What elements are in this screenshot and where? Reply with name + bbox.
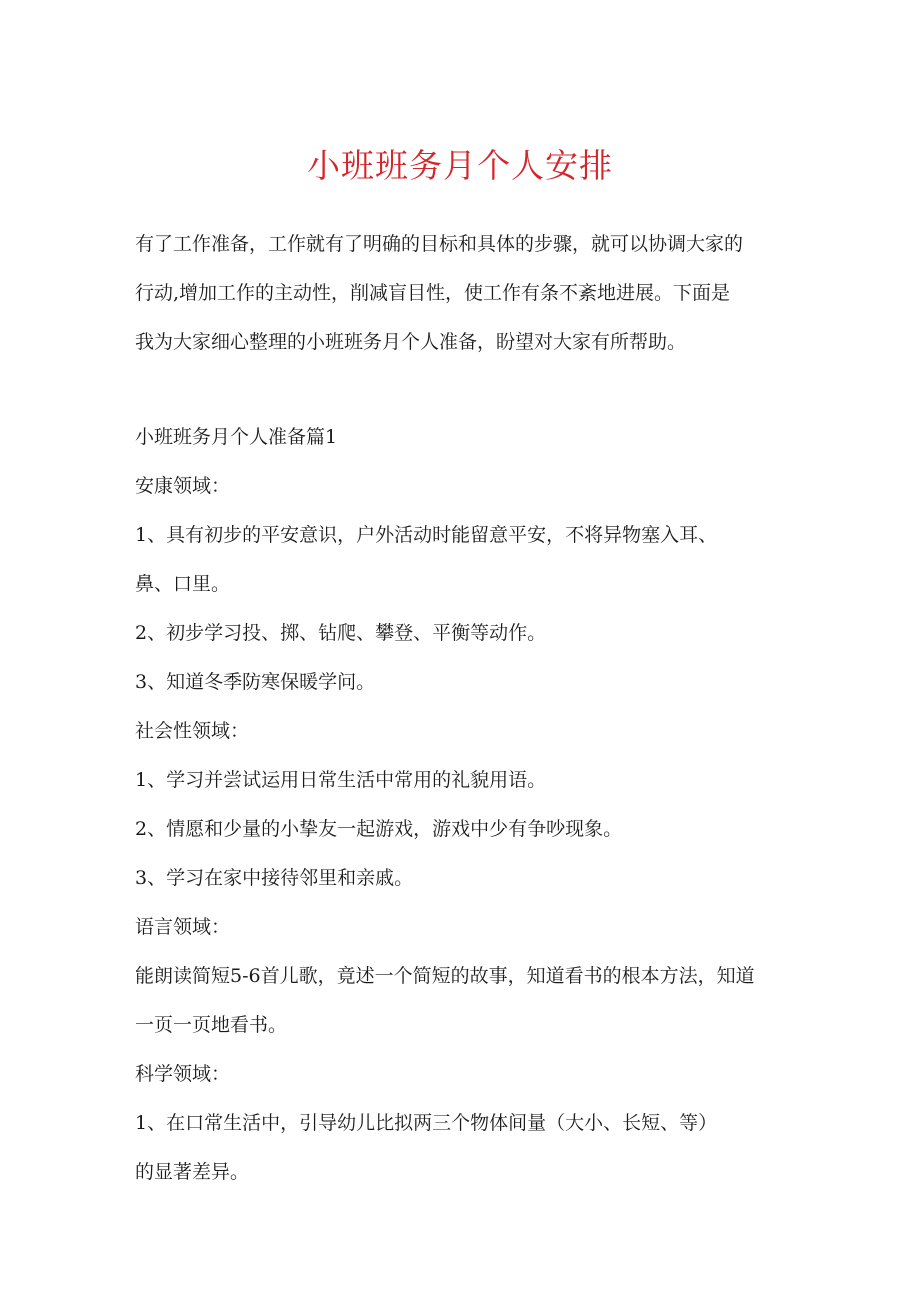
health-item-1-line-1: 1、具有初步的平安意识，户外活动时能留意平安，不将异物塞入耳、 — [135, 524, 718, 546]
intro-line: 我为大家细心整理的小班班务月个人准备，盼望对大家有所帮助。 — [135, 331, 687, 353]
health-item-2: 2、初步学习投、掷、钻爬、攀登、平衡等动作。 — [135, 622, 547, 644]
language-heading: 语言领域： — [135, 916, 231, 938]
language-line-2: 一页一页地看书。 — [135, 1014, 288, 1036]
health-item-1-line-2: 鼻、口里。 — [135, 573, 231, 595]
intro-line: 有了工作准备，工作就有了明确的目标和具体的步骤，就可以协调大家的 — [135, 233, 744, 255]
plan-body — [135, 413, 795, 1197]
intro-paragraph — [135, 220, 795, 367]
science-item-1-line-2: 的显著差异。 — [135, 1161, 250, 1183]
health-item-3: 3、知道冬季防寒保暖学问。 — [135, 671, 376, 693]
health-heading: 安康领域： — [135, 475, 231, 497]
language-line-1: 能朗读简短5-6首儿歌，竟述一个简短的故事，知道看书的根本方法，知道 — [135, 965, 755, 987]
document-title: 小班班务月个人安排 — [307, 146, 613, 185]
social-item-1: 1、学习并尝试运用日常生活中常用的礼貌用语。 — [135, 769, 547, 791]
social-item-3: 3、学习在家中接待邻里和亲戚。 — [135, 867, 414, 889]
social-heading: 社会性领域： — [135, 720, 250, 742]
intro-line: 行动,增加工作的主动性，削减盲目性，使工作有条不紊地进展。下面是 — [135, 282, 731, 304]
science-item-1-line-1: 1、在口常生活中，引导幼儿比拟两三个物体间量（大小、长短、等） — [135, 1112, 718, 1134]
science-heading: 科学领域： — [135, 1063, 231, 1085]
social-item-2: 2、情愿和少量的小挚友一起游戏，游戏中少有争吵现象。 — [135, 818, 623, 840]
section-heading: 小班班务月个人准备篇1 — [135, 426, 338, 448]
